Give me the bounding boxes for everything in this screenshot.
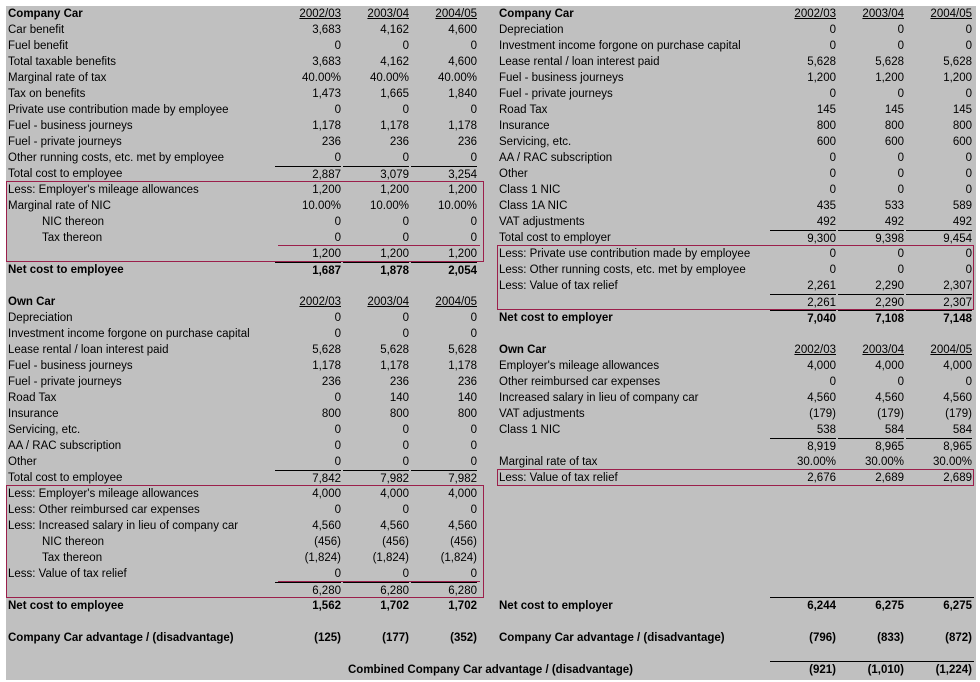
row-value: 4,560 xyxy=(380,520,409,532)
row-value: 4,560 xyxy=(448,520,477,532)
row-value: 7,040 xyxy=(770,310,836,327)
row-value: 1,702 xyxy=(380,600,409,612)
row-value: 0 xyxy=(965,152,972,164)
row-value: 6,280 xyxy=(411,582,477,599)
row-value: 584 xyxy=(884,424,904,436)
row-value: 3,683 xyxy=(312,24,341,36)
row-label: Insurance xyxy=(8,408,59,420)
row-label: Private use contribution made by employee xyxy=(8,104,229,116)
row-value: (177) xyxy=(382,632,409,644)
row-value: 2,307 xyxy=(943,280,972,292)
row-value: 3,254 xyxy=(411,166,477,183)
row-value: 1,178 xyxy=(448,360,477,372)
row-value: 3,683 xyxy=(312,56,341,68)
row-value: 0 xyxy=(965,376,972,388)
row-value: 236 xyxy=(389,136,409,148)
row-value: 4,000 xyxy=(312,488,341,500)
combined-value: (1,010) xyxy=(867,664,904,676)
row-value: 0 xyxy=(470,424,477,436)
row-value: 6,280 xyxy=(275,582,341,599)
row-label: Fuel - private journeys xyxy=(8,376,122,388)
row-value: 5,628 xyxy=(312,344,341,356)
row-label: Employer's mileage allowances xyxy=(499,360,660,372)
year-header: 2004/05 xyxy=(435,296,477,308)
row-value: 1,562 xyxy=(312,600,341,612)
row-value: 0 xyxy=(829,40,836,52)
row-value: 7,982 xyxy=(411,470,477,487)
row-value: 140 xyxy=(389,392,409,404)
row-value: 0 xyxy=(897,40,904,52)
row-value: 0 xyxy=(965,168,972,180)
total-rule xyxy=(770,661,974,662)
row-value: 0 xyxy=(470,40,477,52)
row-value: 1,178 xyxy=(312,120,341,132)
row-value: 30.00% xyxy=(864,456,904,468)
row-value: 492 xyxy=(884,216,904,228)
section-title: Company Car xyxy=(499,8,574,20)
row-value: 2,290 xyxy=(838,294,904,311)
row-label: Marginal rate of NIC xyxy=(8,200,111,212)
row-value: 0 xyxy=(470,328,477,340)
subtotal-rule xyxy=(278,245,480,246)
row-value: 9,398 xyxy=(838,230,904,247)
row-label: Increased salary in lieu of company car xyxy=(499,392,699,404)
row-value: 4,000 xyxy=(807,360,836,372)
row-value: 492 xyxy=(816,216,836,228)
row-value: 4,560 xyxy=(943,392,972,404)
spreadsheet xyxy=(6,6,976,680)
row-value: 0 xyxy=(470,504,477,516)
row-value: (125) xyxy=(314,632,341,644)
row-value: 538 xyxy=(816,424,836,436)
row-value: 9,300 xyxy=(770,230,836,247)
row-value: 1,200 xyxy=(448,248,477,260)
row-value: (833) xyxy=(877,632,904,644)
row-value: 1,178 xyxy=(380,120,409,132)
row-label: Other xyxy=(499,168,528,180)
row-value: 7,108 xyxy=(838,310,904,327)
row-value: 1,200 xyxy=(312,184,341,196)
row-value: 1,473 xyxy=(312,88,341,100)
row-label: Company Car advantage / (disadvantage) xyxy=(499,632,725,644)
row-value: 600 xyxy=(816,136,836,148)
row-label: Company Car advantage / (disadvantage) xyxy=(8,632,234,644)
row-value: 236 xyxy=(389,376,409,388)
row-label: Tax thereon xyxy=(42,232,103,244)
row-value: 236 xyxy=(457,136,477,148)
row-value: (796) xyxy=(809,632,836,644)
row-value: 0 xyxy=(402,504,409,516)
row-label: Lease rental / loan interest paid xyxy=(499,56,660,68)
row-value: 0 xyxy=(334,104,341,116)
row-value: 800 xyxy=(321,408,341,420)
row-value: 0 xyxy=(829,248,836,260)
row-value: 0 xyxy=(402,216,409,228)
row-value: 0 xyxy=(402,40,409,52)
row-value: 0 xyxy=(402,152,409,164)
row-value: 1,178 xyxy=(380,360,409,372)
row-value: 1,200 xyxy=(807,72,836,84)
row-value: (179) xyxy=(945,408,972,420)
row-value: 9,454 xyxy=(906,230,972,247)
row-value: (456) xyxy=(314,536,341,548)
row-value: 1,200 xyxy=(312,248,341,260)
row-value: 0 xyxy=(334,504,341,516)
row-label: Tax on benefits xyxy=(8,88,86,100)
row-value: 145 xyxy=(884,104,904,116)
row-value: 800 xyxy=(389,408,409,420)
row-value: 0 xyxy=(334,232,341,244)
row-value: 1,878 xyxy=(343,262,409,279)
row-value: 0 xyxy=(470,440,477,452)
row-value: 0 xyxy=(470,312,477,324)
row-label: Less: Value of tax relief xyxy=(499,472,618,484)
row-value: 435 xyxy=(816,200,836,212)
row-value: (456) xyxy=(382,536,409,548)
row-value: 800 xyxy=(952,120,972,132)
row-value: (456) xyxy=(450,536,477,548)
row-value: 5,628 xyxy=(875,56,904,68)
row-value: 140 xyxy=(457,392,477,404)
row-value: 1,200 xyxy=(380,184,409,196)
row-label: Fuel - business journeys xyxy=(8,120,133,132)
row-label: Lease rental / loan interest paid xyxy=(8,344,169,356)
row-value: 0 xyxy=(334,392,341,404)
row-value: 7,148 xyxy=(906,310,972,327)
subtotal-rule xyxy=(278,581,480,582)
row-value: 0 xyxy=(470,216,477,228)
section-title: Own Car xyxy=(8,296,56,308)
total-rule xyxy=(770,597,974,598)
row-label: Class 1 NIC xyxy=(499,424,561,436)
row-value: 2,054 xyxy=(411,262,477,279)
row-label: Tax thereon xyxy=(42,552,103,564)
row-value: 30.00% xyxy=(932,456,972,468)
row-value: 0 xyxy=(965,264,972,276)
row-value: 236 xyxy=(457,376,477,388)
row-value: 4,560 xyxy=(312,520,341,532)
row-value: 800 xyxy=(816,120,836,132)
row-label: Class 1A NIC xyxy=(499,200,568,212)
year-header: 2002/03 xyxy=(794,344,836,356)
row-value: 2,887 xyxy=(275,166,341,183)
row-value: 0 xyxy=(897,184,904,196)
row-label: Servicing, etc. xyxy=(8,424,81,436)
row-label: AA / RAC subscription xyxy=(8,440,122,452)
row-value: (1,824) xyxy=(440,552,477,564)
row-value: 1,178 xyxy=(312,360,341,372)
row-value: 1,702 xyxy=(448,600,477,612)
row-label: NIC thereon xyxy=(42,216,105,228)
row-value: 0 xyxy=(402,312,409,324)
row-value: 1,200 xyxy=(380,248,409,260)
row-label: Fuel - private journeys xyxy=(499,88,613,100)
row-value: 3,079 xyxy=(343,166,409,183)
row-value: 0 xyxy=(334,440,341,452)
year-header: 2003/04 xyxy=(862,8,904,20)
row-value: (1,824) xyxy=(304,552,341,564)
row-value: (179) xyxy=(877,408,904,420)
row-value: 0 xyxy=(829,88,836,100)
row-label: Investment income forgone on purchase capital xyxy=(8,328,250,340)
row-label: VAT adjustments xyxy=(499,408,585,420)
row-label: Investment income forgone on purchase capital xyxy=(499,40,741,52)
row-value: 4,000 xyxy=(943,360,972,372)
row-value: (352) xyxy=(450,632,477,644)
row-value: 0 xyxy=(965,88,972,100)
row-value: 5,628 xyxy=(380,344,409,356)
row-value: 600 xyxy=(884,136,904,148)
row-value: 0 xyxy=(402,456,409,468)
section-title: Company Car xyxy=(8,8,83,20)
row-label: Other xyxy=(8,456,37,468)
row-label: Net cost to employee xyxy=(8,264,124,276)
row-value: 10.00% xyxy=(301,200,341,212)
row-value: 0 xyxy=(402,424,409,436)
row-value: 0 xyxy=(334,424,341,436)
year-header: 2003/04 xyxy=(862,344,904,356)
row-value: 0 xyxy=(334,216,341,228)
row-value: 4,560 xyxy=(807,392,836,404)
row-value: 0 xyxy=(897,152,904,164)
row-value: 2,689 xyxy=(875,472,904,484)
row-label: Less: Increased salary in lieu of company car xyxy=(8,520,239,532)
year-header: 2004/05 xyxy=(930,8,972,20)
row-label: Less: Other running costs, etc. met by employee xyxy=(499,264,746,276)
row-value: 1,840 xyxy=(448,88,477,100)
row-value: 0 xyxy=(897,168,904,180)
row-value: (1,824) xyxy=(372,552,409,564)
row-label: Net cost to employee xyxy=(8,600,124,612)
row-value: 0 xyxy=(897,248,904,260)
year-header: 2002/03 xyxy=(299,8,341,20)
row-label: Less: Employer's mileage allowances xyxy=(8,488,199,500)
row-value: 800 xyxy=(884,120,904,132)
row-value: 5,628 xyxy=(807,56,836,68)
row-value: 236 xyxy=(321,136,341,148)
row-value: 600 xyxy=(952,136,972,148)
year-header: 2002/03 xyxy=(299,296,341,308)
row-value: 4,600 xyxy=(448,56,477,68)
row-value: 6,275 xyxy=(875,600,904,612)
row-value: 4,560 xyxy=(875,392,904,404)
row-value: 4,000 xyxy=(448,488,477,500)
row-value: 0 xyxy=(334,328,341,340)
row-label: Net cost to employer xyxy=(499,312,613,324)
row-label: Total cost to employee xyxy=(8,472,123,484)
row-value: 4,600 xyxy=(448,24,477,36)
row-value: 0 xyxy=(965,40,972,52)
row-label: Net cost to employer xyxy=(499,600,613,612)
row-value: (872) xyxy=(945,632,972,644)
row-value: 2,676 xyxy=(807,472,836,484)
row-value: 800 xyxy=(457,408,477,420)
row-label: Less: Private use contribution made by employee xyxy=(499,248,751,260)
row-value: 6,275 xyxy=(943,600,972,612)
row-value: (179) xyxy=(809,408,836,420)
year-header: 2004/05 xyxy=(435,8,477,20)
row-value: 0 xyxy=(829,24,836,36)
row-value: 0 xyxy=(897,88,904,100)
row-value: 7,842 xyxy=(275,470,341,487)
row-value: 0 xyxy=(402,328,409,340)
row-value: 40.00% xyxy=(437,72,477,84)
row-value: 10.00% xyxy=(437,200,477,212)
combined-value: (921) xyxy=(809,664,836,676)
row-value: 5,628 xyxy=(448,344,477,356)
row-label: Car benefit xyxy=(8,24,65,36)
row-value: 589 xyxy=(952,200,972,212)
row-value: 0 xyxy=(897,264,904,276)
row-value: 0 xyxy=(402,104,409,116)
row-value: 0 xyxy=(829,376,836,388)
row-label: Road Tax xyxy=(499,104,548,116)
row-value: 8,965 xyxy=(838,438,904,455)
row-value: 584 xyxy=(952,424,972,436)
row-value: 0 xyxy=(829,152,836,164)
row-value: 4,162 xyxy=(380,56,409,68)
row-label: NIC thereon xyxy=(42,536,105,548)
year-header: 2002/03 xyxy=(794,8,836,20)
row-value: 30.00% xyxy=(796,456,836,468)
year-header: 2004/05 xyxy=(930,344,972,356)
row-value: 0 xyxy=(402,232,409,244)
row-value: 40.00% xyxy=(369,72,409,84)
row-value: 1,200 xyxy=(875,72,904,84)
row-value: 4,162 xyxy=(380,24,409,36)
row-value: 0 xyxy=(829,264,836,276)
row-value: 236 xyxy=(321,376,341,388)
row-value: 6,244 xyxy=(807,600,836,612)
row-value: 0 xyxy=(965,248,972,260)
year-header: 2003/04 xyxy=(367,8,409,20)
row-value: 1,687 xyxy=(275,262,341,279)
combined-value: (1,224) xyxy=(935,664,972,676)
row-label: Less: Value of tax relief xyxy=(8,568,127,580)
row-label: Other reimbursed car expenses xyxy=(499,376,661,388)
row-value: 2,290 xyxy=(875,280,904,292)
row-value: 1,200 xyxy=(943,72,972,84)
row-label: Depreciation xyxy=(8,312,73,324)
row-label: Servicing, etc. xyxy=(499,136,572,148)
row-value: 6,280 xyxy=(343,582,409,599)
row-value: 4,000 xyxy=(875,360,904,372)
row-label: Marginal rate of tax xyxy=(8,72,107,84)
row-label: Fuel - business journeys xyxy=(499,72,624,84)
row-label: Total taxable benefits xyxy=(8,56,117,68)
row-label: Less: Value of tax relief xyxy=(499,280,618,292)
combined-label: Combined Company Car advantage / (disadvantage) xyxy=(348,664,634,676)
row-label: Insurance xyxy=(499,120,550,132)
row-value: 0 xyxy=(334,40,341,52)
row-label: Fuel benefit xyxy=(8,40,69,52)
row-value: 10.00% xyxy=(369,200,409,212)
row-label: Less: Employer's mileage allowances xyxy=(8,184,199,196)
row-value: 145 xyxy=(952,104,972,116)
row-value: 0 xyxy=(334,568,341,580)
row-label: AA / RAC subscription xyxy=(499,152,613,164)
row-value: 0 xyxy=(965,184,972,196)
row-label: Less: Other reimbursed car expenses xyxy=(8,504,200,516)
row-value: 0 xyxy=(829,168,836,180)
row-value: 40.00% xyxy=(301,72,341,84)
row-value: 0 xyxy=(470,568,477,580)
row-value: 0 xyxy=(470,456,477,468)
row-value: 0 xyxy=(402,568,409,580)
row-value: 0 xyxy=(334,312,341,324)
row-value: 8,919 xyxy=(770,438,836,455)
row-value: 1,178 xyxy=(448,120,477,132)
row-value: 8,965 xyxy=(906,438,972,455)
row-value: 0 xyxy=(829,184,836,196)
row-label: Marginal rate of tax xyxy=(499,456,598,468)
row-value: 492 xyxy=(952,216,972,228)
row-value: 0 xyxy=(470,232,477,244)
row-label: Other running costs, etc. met by employee xyxy=(8,152,225,164)
row-label: Total cost to employee xyxy=(8,168,123,180)
row-value: 1,665 xyxy=(380,88,409,100)
row-value: 0 xyxy=(402,440,409,452)
row-value: 2,261 xyxy=(807,280,836,292)
row-value: 1,200 xyxy=(448,184,477,196)
row-value: 0 xyxy=(965,24,972,36)
row-value: 0 xyxy=(334,456,341,468)
row-label: VAT adjustments xyxy=(499,216,585,228)
row-value: 2,689 xyxy=(943,472,972,484)
row-value: 7,982 xyxy=(343,470,409,487)
row-label: Road Tax xyxy=(8,392,57,404)
row-value: 0 xyxy=(470,152,477,164)
row-value: 2,307 xyxy=(906,294,972,311)
row-label: Fuel - business journeys xyxy=(8,360,133,372)
row-label: Class 1 NIC xyxy=(499,184,561,196)
row-value: 145 xyxy=(816,104,836,116)
row-label: Total cost to employer xyxy=(499,232,611,244)
row-value: 0 xyxy=(897,376,904,388)
row-value: 2,261 xyxy=(770,294,836,311)
row-label: Fuel - private journeys xyxy=(8,136,122,148)
year-header: 2003/04 xyxy=(367,296,409,308)
row-label: Depreciation xyxy=(499,24,564,36)
row-value: 4,000 xyxy=(380,488,409,500)
row-value: 0 xyxy=(334,152,341,164)
row-value: 0 xyxy=(897,24,904,36)
row-value: 533 xyxy=(884,200,904,212)
row-value: 5,628 xyxy=(943,56,972,68)
section-title: Own Car xyxy=(499,344,547,356)
row-value: 0 xyxy=(470,104,477,116)
